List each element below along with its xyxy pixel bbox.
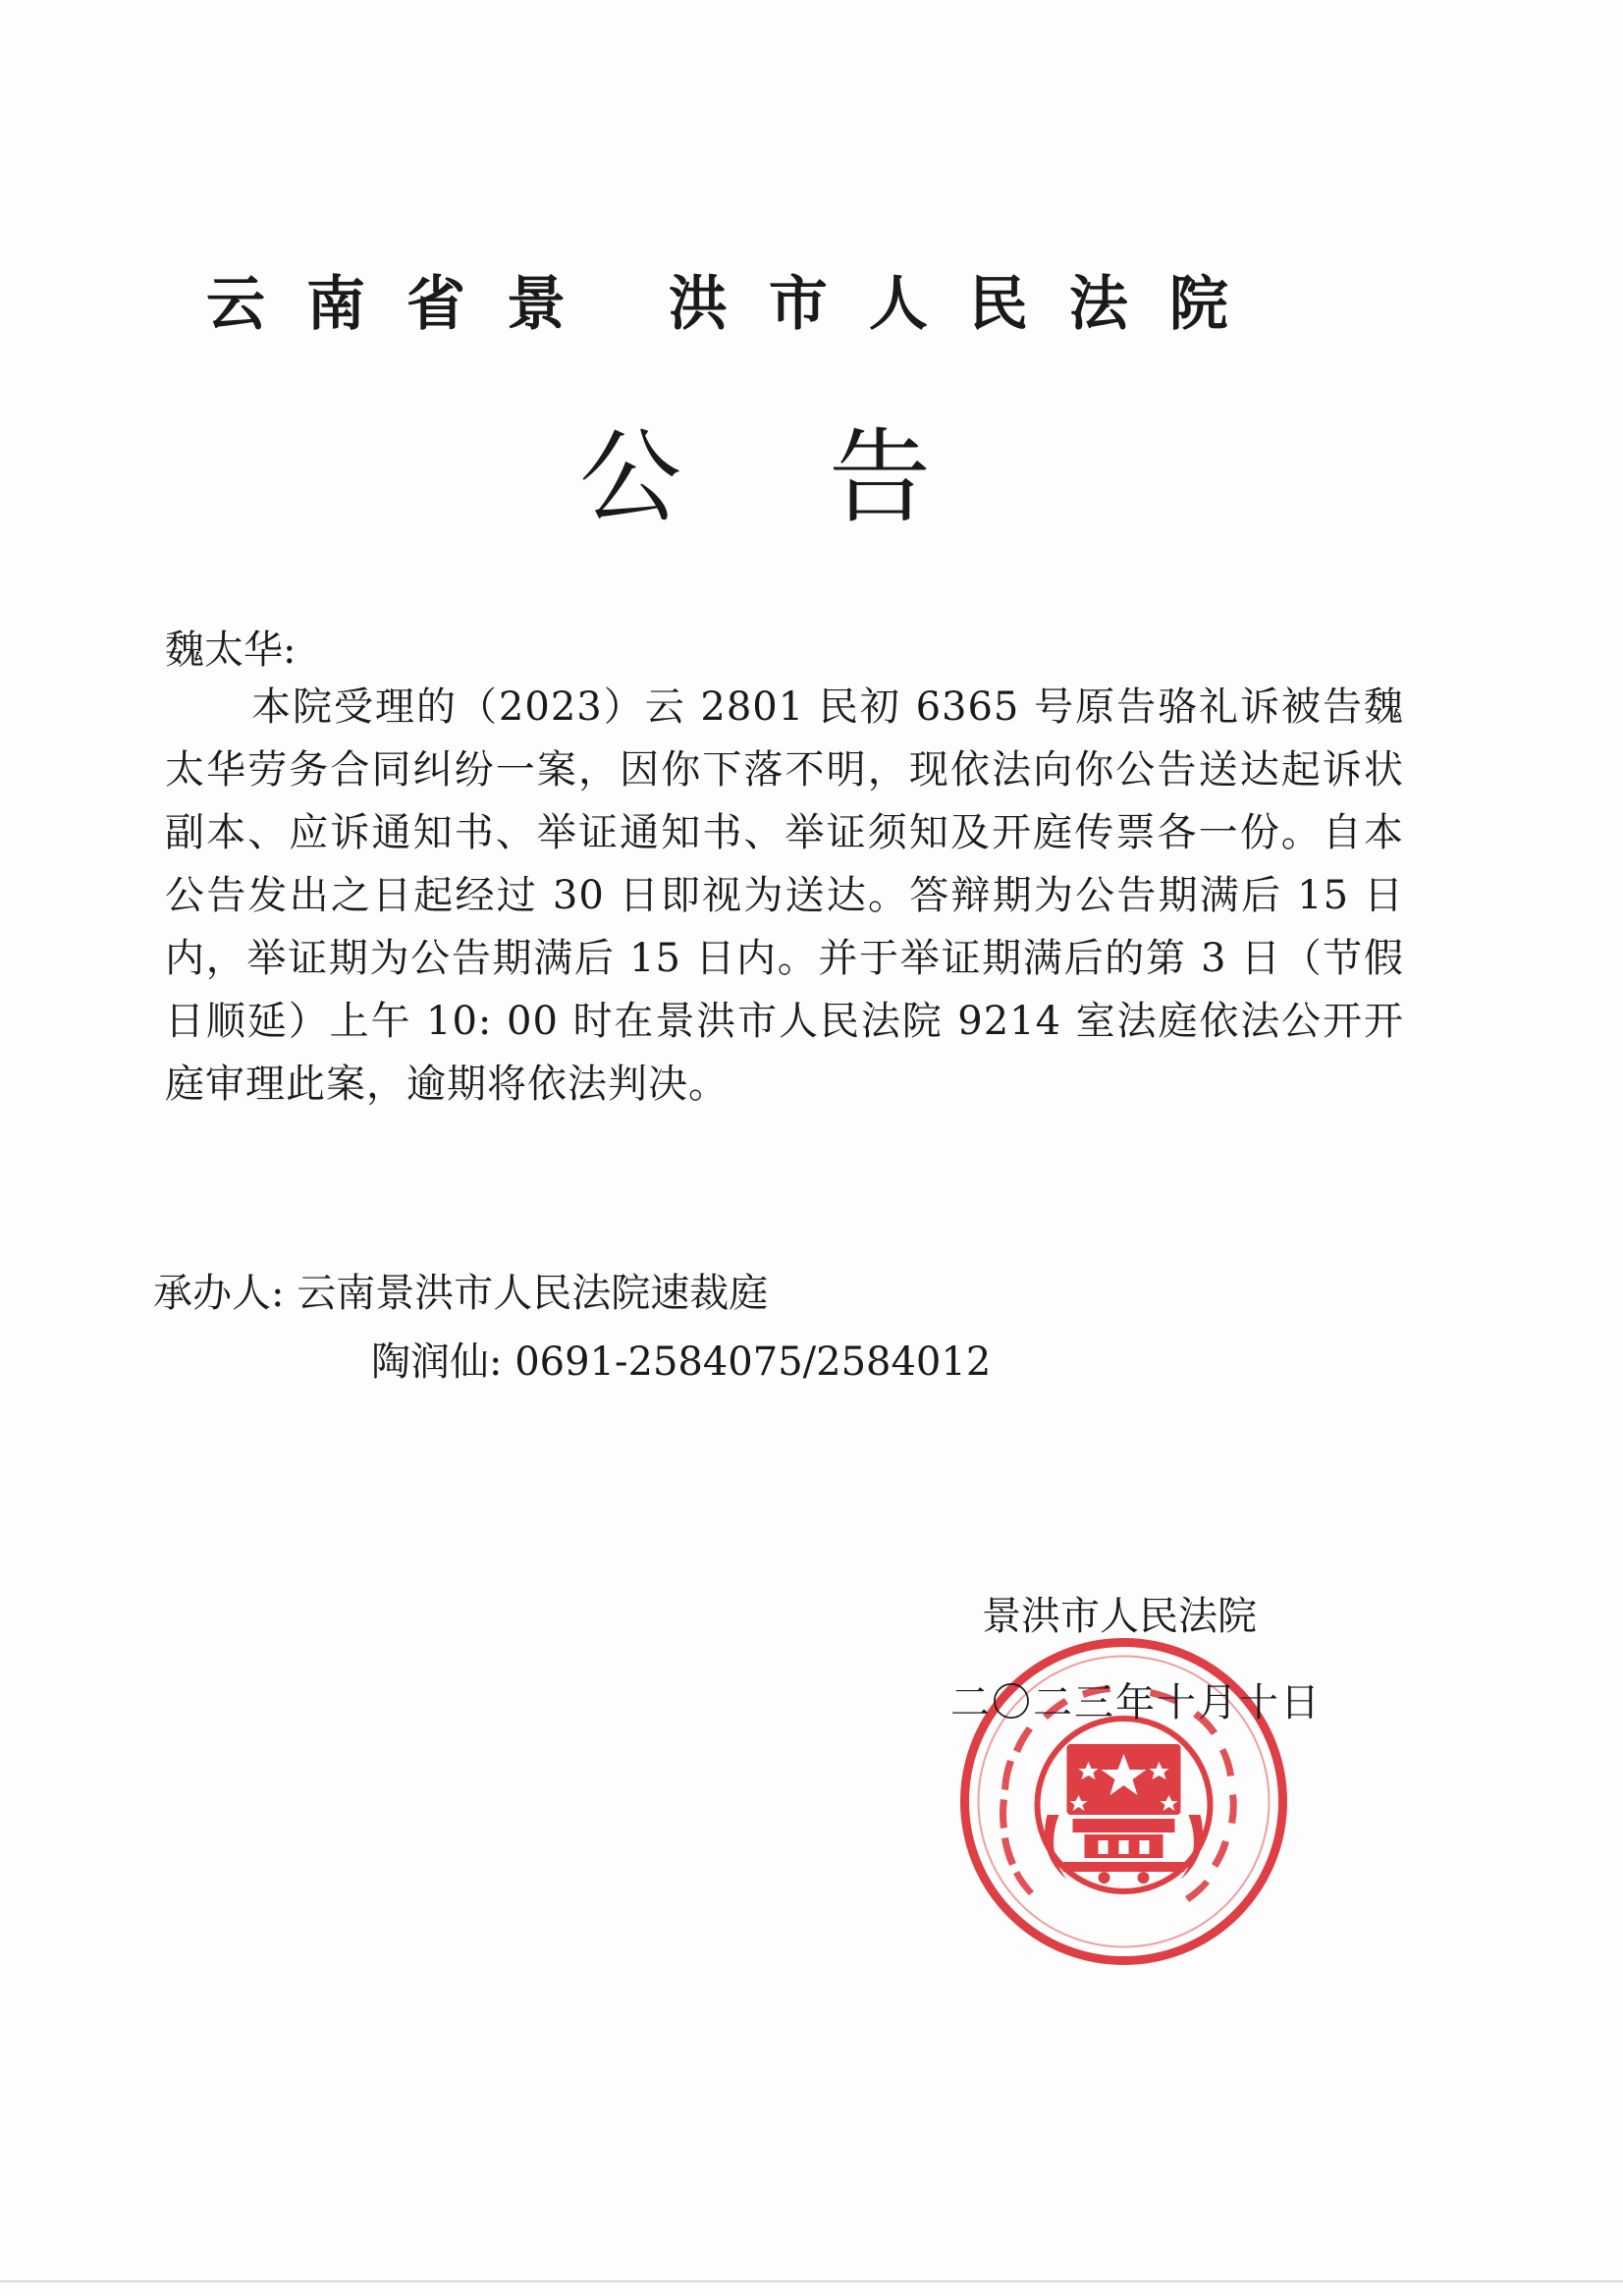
document-title: 公告 [579, 417, 1079, 537]
handler-contact: 陶润仙: 0691-2584075/2584012 [371, 1339, 992, 1385]
page-bottom-edge [0, 2280, 1623, 2282]
signing-date: 二〇二三年十月十日 [950, 1680, 1322, 1725]
signing-court: 景洪市人民法院 [982, 1594, 1257, 1639]
notice-body: 本院受理的（2023）云 2801 民初 6365 号原告骆礼诉被告魏太华劳务合同纠纷一案，因你下落不明，现依法向你公告送达起诉状副本、应诉通知书、举证通知书、举证须知及开庭传票各一份。自本公告发出之日起经过 30 日即视为送达。答辩期为公告期满后 15 日内，举证期为公告期满后 15 日内。并于举证期满后的第 3 日（节假日顺延）上午 10: 00 时在景洪市人民法院 9214 室法庭依法公开开庭审理此案，逾期将依法判决。 [165, 684, 1404, 1107]
recipient-name: 魏太华: [165, 628, 297, 673]
handler-line: 承办人: 云南景洪市人民法院速裁庭 [153, 1271, 769, 1316]
court-name-heading: 云南省景 洪市人民法院 [206, 270, 1270, 339]
